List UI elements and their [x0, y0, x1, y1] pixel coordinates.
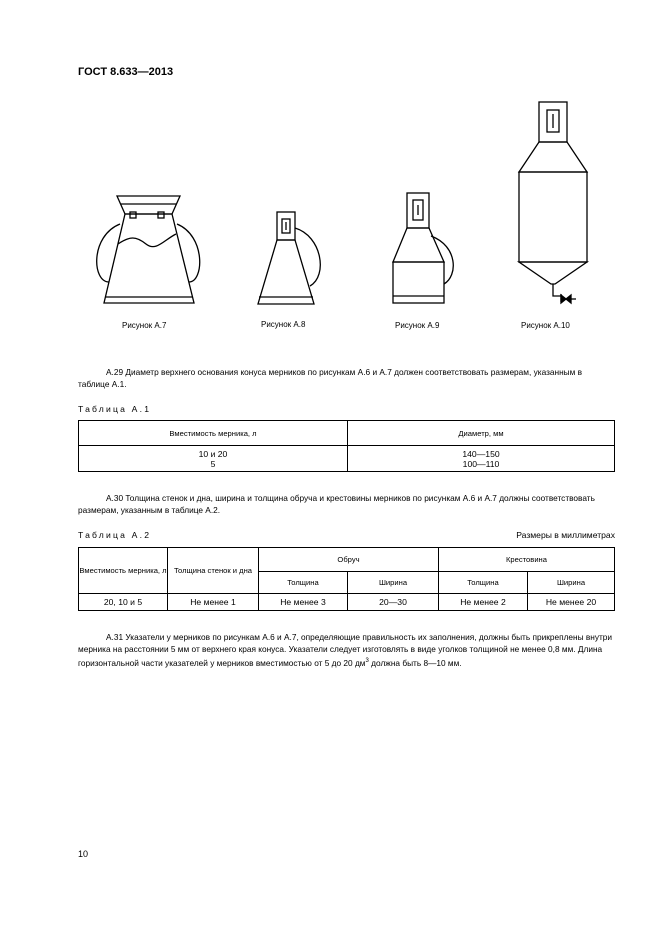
table-a2-subheader-hoop-thickness: Толщина — [259, 572, 348, 594]
paragraph-a31-tail: должна быть 8—10 мм. — [368, 657, 462, 668]
figure-a9-caption: Рисунок А.9 — [395, 321, 440, 330]
paragraph-a30-text: А.30 Толщина стенок и дна, ширина и толщина обруча и крестовины мерников по рисункам А.6 и А.7 должны соответствовать размерам, указанным в таблице А.2. — [78, 493, 595, 515]
document-header: ГОСТ 8.633—2013 — [78, 66, 174, 78]
table-a1-diameter-cell — [348, 446, 615, 472]
table-a2-header-hoop: Обруч — [259, 548, 439, 572]
figure-a8-caption: Рисунок А.8 — [261, 320, 306, 329]
table-a2-header-wall: Толщина стенок и дна — [168, 548, 259, 594]
diameter-value: 140—150 — [462, 448, 500, 459]
table-a1-header-capacity: Вместимость мерника, л — [79, 421, 348, 446]
table-a2-header-cross: Крестовина — [439, 548, 615, 572]
figure-a7-drawing — [97, 196, 200, 303]
table-a2-subheader-cross-thickness: Толщина — [439, 572, 528, 594]
table-a2 — [78, 547, 615, 611]
paragraph-a31 — [78, 631, 615, 669]
paragraph-a29 — [78, 366, 615, 390]
paragraph-a31-superscript: 3 — [365, 658, 369, 664]
figure-a10-caption: Рисунок А.10 — [521, 321, 570, 330]
table-a2-value-hoop-width: 20—30 — [348, 594, 439, 611]
paragraph-a31-text: А.31 Указатели у мерников по рисункам А.6 и А.7, определяющие правильность их заполнения, должны быть прикреплены внутри мерника на расстоянии 5 мм от верхнего края конуса. Указатели следует изготовлять в виде уголков толщиной не менее 0,8 мм. Длина горизонтальной части указателей у мерников вместимостью от 5 до 20 дм — [78, 632, 613, 668]
table-a1-capacity-cell — [79, 446, 348, 472]
table-a2-header-capacity: Вместимость мерника, л — [79, 548, 168, 594]
table-row — [79, 594, 615, 611]
table-a1-label: Таблица А.1 — [78, 404, 152, 414]
diameter-value: 100—110 — [462, 458, 500, 469]
capacity-value: 10 и 20 — [198, 448, 228, 459]
table-a1-header-diameter: Диаметр, мм — [348, 421, 615, 446]
paragraph-a29-text: А.29 Диаметр верхнего основания конуса мерников по рисункам А.6 и А.7 должен соответствовать размерам, указанным в таблице А.1. — [78, 367, 583, 389]
table-a2-value-cross-thickness: Не менее 2 — [439, 594, 528, 611]
paragraph-a30 — [78, 492, 615, 516]
figures-illustration — [0, 0, 661, 320]
table-a2-value-cross-width: Не менее 20 — [528, 594, 615, 611]
capacity-value: 5 — [210, 458, 216, 469]
figure-a8-drawing — [258, 212, 320, 304]
table-a2-value-hoop-thickness: Не менее 3 — [259, 594, 348, 611]
table-a1 — [78, 420, 615, 472]
table-a2-subheader-cross-width: Ширина — [528, 572, 615, 594]
figure-a7-caption: Рисунок А.7 — [122, 321, 167, 330]
table-a2-units: Размеры в миллиметрах — [516, 530, 615, 540]
page-number: 10 — [78, 849, 89, 859]
figure-a10-drawing — [519, 102, 587, 303]
table-row — [79, 446, 615, 472]
table-a2-value-capacity: 20, 10 и 5 — [79, 594, 168, 611]
table-a2-label: Таблица А.2 — [78, 530, 152, 540]
figure-a9-drawing — [393, 193, 453, 303]
table-a2-subheader-hoop-width: Ширина — [348, 572, 439, 594]
table-a2-value-wall: Не менее 1 — [168, 594, 259, 611]
